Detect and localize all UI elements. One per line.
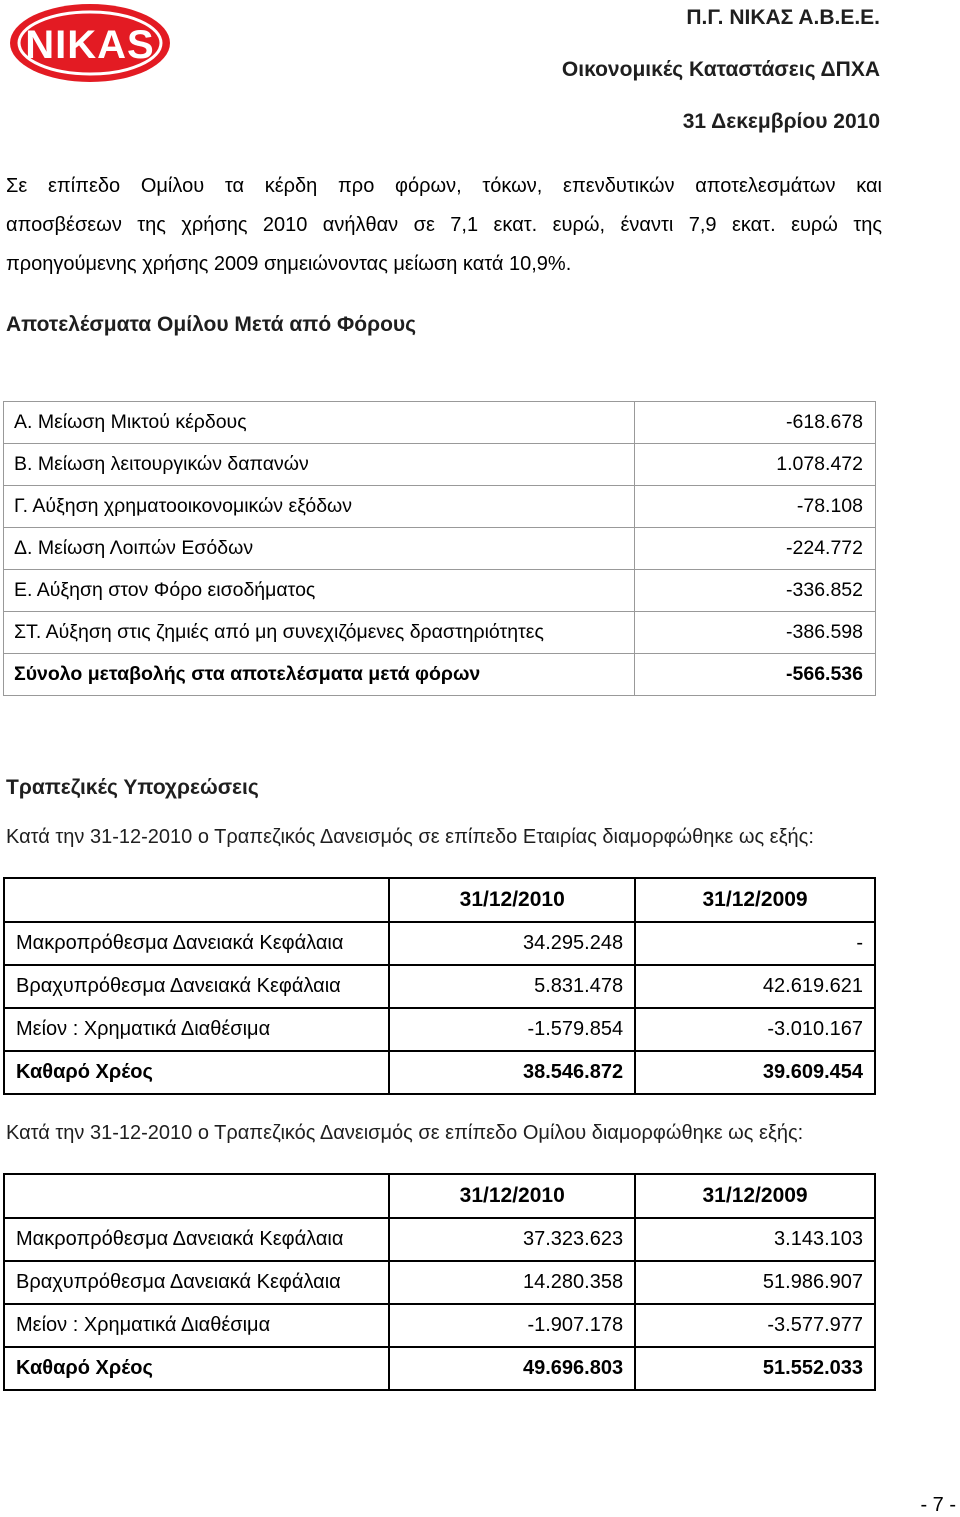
table-row	[4, 965, 875, 1008]
row-label: Βραχυπρόθεσμα Δανειακά Κεφάλαια	[4, 965, 389, 1008]
nikas-logo	[8, 2, 172, 84]
results-heading: Αποτελέσματα Ομίλου Μετά από Φόρους	[6, 313, 417, 336]
row-label: Α. Μείωση Μικτού κέρδους	[4, 402, 635, 444]
row-value-2010: 37.323.623	[389, 1218, 635, 1261]
row-value: -336.852	[634, 570, 875, 612]
table-header-row	[4, 878, 875, 922]
column-header: 31/12/2010	[389, 878, 635, 922]
row-label: Βραχυπρόθεσμα Δανειακά Κεφάλαια	[4, 1261, 389, 1304]
table-row	[4, 528, 876, 570]
row-value: -224.772	[634, 528, 875, 570]
row-label: Μακροπρόθεσμα Δανειακά Κεφάλαια	[4, 1218, 389, 1261]
total-label: Σύνολο μεταβολής στα αποτελέσματα μετά φόρων	[4, 654, 635, 696]
row-label: Β. Μείωση λειτουργικών δαπανών	[4, 444, 635, 486]
results-table	[3, 401, 876, 696]
total-value-2010: 49.696.803	[389, 1347, 635, 1390]
row-label: Μακροπρόθεσμα Δανειακά Κεφάλαια	[4, 922, 389, 965]
table-row	[4, 444, 876, 486]
table-row	[4, 612, 876, 654]
table-total-row	[4, 1051, 875, 1094]
row-label: Μείον : Χρηματικά Διαθέσιμα	[4, 1008, 389, 1051]
company-debt-intro: Κατά την 31-12-2010 ο Τραπεζικός Δανεισμός σε επίπεδο Εταιρίας διαμορφώθηκε ως εξής:	[6, 826, 814, 848]
logo-text: NIKAS	[25, 23, 155, 67]
table-total-row	[4, 1347, 875, 1390]
row-value-2009: 51.986.907	[635, 1261, 875, 1304]
table-row	[4, 402, 876, 444]
row-label: Μείον : Χρηματικά Διαθέσιμα	[4, 1304, 389, 1347]
group-debt-intro: Κατά την 31-12-2010 ο Τραπεζικός Δανεισμός σε επίπεδο Ομίλου διαμορφώθηκε ως εξής:	[6, 1122, 804, 1144]
page-number: - 7 -	[920, 1494, 956, 1516]
row-value-2009: -3.010.167	[635, 1008, 875, 1051]
total-value-2009: 39.609.454	[635, 1051, 875, 1094]
row-value-2010: 34.295.248	[389, 922, 635, 965]
table-total-row	[4, 654, 876, 696]
row-value-2010: 14.280.358	[389, 1261, 635, 1304]
row-label: ΣΤ. Αύξηση στις ζημιές από μη συνεχιζόμενες δραστηριότητες	[4, 612, 635, 654]
row-value-2009: 42.619.621	[635, 965, 875, 1008]
row-value-2009: 3.143.103	[635, 1218, 875, 1261]
total-value-2010: 38.546.872	[389, 1051, 635, 1094]
row-value-2010: 5.831.478	[389, 965, 635, 1008]
table-row	[4, 486, 876, 528]
total-label: Καθαρό Χρέος	[4, 1347, 389, 1390]
column-header: 31/12/2009	[635, 878, 875, 922]
intro-line: Σε επίπεδο Ομίλου τα κέρδη προ φόρων, τόκων, επενδυτικών αποτελεσμάτων και	[6, 175, 882, 197]
intro-line: προηγούμενης χρήσης 2009 σημειώνοντας μείωση κατά 10,9%.	[6, 253, 572, 275]
row-value: 1.078.472	[634, 444, 875, 486]
group-debt-table	[3, 1173, 876, 1391]
document-date: 31 Δεκεμβρίου 2010	[682, 110, 880, 133]
company-debt-table	[3, 877, 876, 1095]
table-header-row	[4, 1174, 875, 1218]
row-value: -386.598	[634, 612, 875, 654]
table-row	[4, 922, 875, 965]
intro-line: αποσβέσεων της χρήσης 2010 ανήλθαν σε 7,1 εκατ. ευρώ, έναντι 7,9 εκατ. ευρώ της	[6, 214, 882, 236]
header-blank-cell	[4, 878, 389, 922]
row-value: -78.108	[634, 486, 875, 528]
total-value-2009: 51.552.033	[635, 1347, 875, 1390]
document-title: Οικονομικές Καταστάσεις ΔΠΧΑ	[561, 58, 880, 81]
total-value: -566.536	[634, 654, 875, 696]
intro-paragraph	[6, 167, 882, 284]
table-row	[4, 1218, 875, 1261]
row-label: Δ. Μείωση Λοιπών Εσόδων	[4, 528, 635, 570]
table-row	[4, 1304, 875, 1347]
row-value: -618.678	[634, 402, 875, 444]
row-value-2010: -1.907.178	[389, 1304, 635, 1347]
row-label: Ε. Αύξηση στον Φόρο εισοδήματος	[4, 570, 635, 612]
table-row	[4, 1261, 875, 1304]
table-row	[4, 1008, 875, 1051]
row-value-2009: -3.577.977	[635, 1304, 875, 1347]
bank-liabilities-heading: Τραπεζικές Υποχρεώσεις	[6, 776, 259, 799]
row-value-2009: -	[635, 922, 875, 965]
column-header: 31/12/2010	[389, 1174, 635, 1218]
table-row	[4, 570, 876, 612]
company-name: Π.Γ. ΝΙΚΑΣ Α.Β.Ε.Ε.	[686, 6, 880, 29]
total-label: Καθαρό Χρέος	[4, 1051, 389, 1094]
row-value-2010: -1.579.854	[389, 1008, 635, 1051]
header-blank-cell	[4, 1174, 389, 1218]
row-label: Γ. Αύξηση χρηματοοικονομικών εξόδων	[4, 486, 635, 528]
column-header: 31/12/2009	[635, 1174, 875, 1218]
